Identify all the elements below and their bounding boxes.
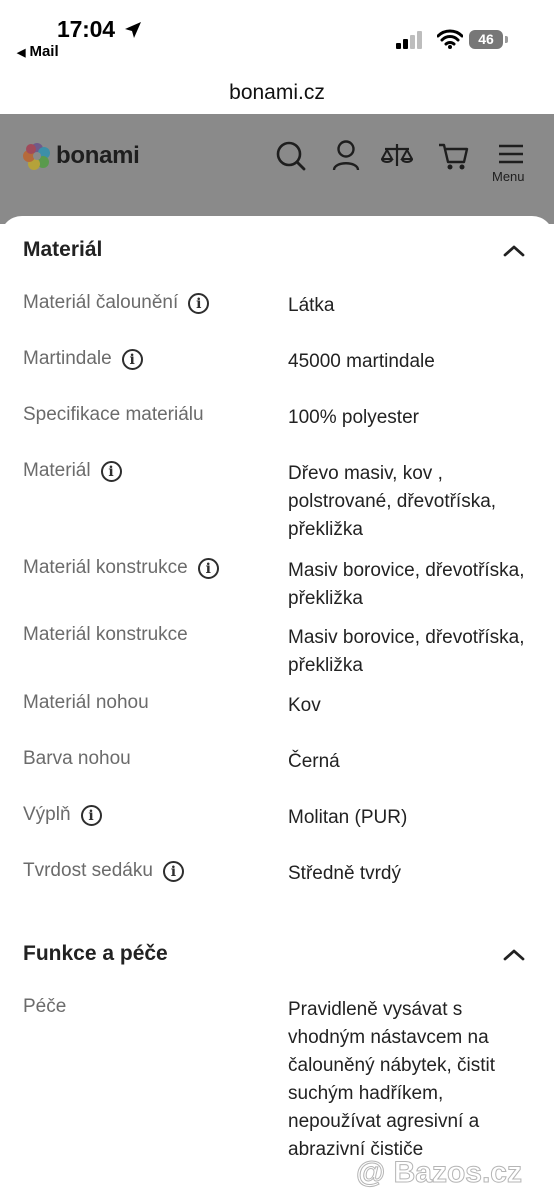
spec-label: Materiál i [23, 460, 122, 482]
info-icon[interactable]: i [163, 861, 184, 882]
wifi-icon [437, 29, 463, 49]
product-details-sheet [0, 216, 554, 1200]
logo-text: bonami [56, 142, 140, 169]
spec-value: Masiv borovice, dřevotříska, překližka [288, 627, 525, 676]
info-icon[interactable]: i [101, 461, 122, 482]
spec-label: Tvrdost sedáku i [23, 860, 184, 882]
bonami-logo-icon [22, 141, 52, 171]
spec-label: Materiál konstrukce [23, 624, 188, 645]
spec-label: Péče [23, 996, 67, 1017]
hamburger-menu-icon[interactable] [498, 144, 524, 164]
menu-label[interactable]: Menu [492, 169, 525, 184]
spec-value: Středně tvrdý [288, 863, 401, 884]
section-title-material[interactable]: Materiál [23, 238, 103, 261]
watermark: @ Bazos.cz [356, 1156, 522, 1189]
spec-value: Molitan (PUR) [288, 807, 408, 828]
status-bar [0, 0, 554, 70]
spec-value: Masiv borovice, dřevotříska, překližka [288, 560, 525, 609]
compare-scale-icon[interactable] [381, 140, 413, 172]
battery-indicator: 46 [469, 30, 503, 49]
spec-label: Materiál čalounění i [23, 292, 209, 314]
info-icon[interactable]: i [188, 293, 209, 314]
browser-address-bar[interactable] [0, 70, 554, 114]
spec-label: Výplň i [23, 804, 102, 826]
section-title-care[interactable]: Funkce a péče [23, 942, 168, 965]
site-header [0, 114, 554, 224]
spec-value: Kov [288, 695, 321, 716]
user-icon[interactable] [332, 140, 360, 172]
cellular-signal-icon [396, 31, 424, 49]
spec-label: Materiál konstrukce i [23, 557, 219, 579]
status-time: 17:04 [57, 16, 115, 42]
battery-cap [505, 36, 508, 43]
spec-label: Specifikace materiálu [23, 404, 204, 425]
chevron-up-icon[interactable] [503, 948, 525, 962]
spec-label: Martindale i [23, 348, 143, 370]
spec-value: Černá [288, 751, 340, 772]
spec-label: Barva nohou [23, 748, 131, 769]
back-to-app-link[interactable] [17, 43, 59, 60]
spec-label: Materiál nohou [23, 692, 149, 713]
info-icon[interactable]: i [122, 349, 143, 370]
spec-value: Dřevo masiv, kov , polstrované, dřevotříska, překližka [288, 463, 497, 540]
back-app-label: Mail [29, 43, 59, 60]
search-icon[interactable] [276, 140, 306, 172]
url-text: bonami.cz [229, 81, 325, 104]
info-icon[interactable]: i [198, 558, 219, 579]
spec-value: Pravidleně vysávat s vhodným nástavcem na čalouněný nábytek, čistit suchým hadříkem, nepoužívat agresivní a abrazivní čističe [288, 999, 496, 1160]
spec-value: 100% polyester [288, 407, 419, 428]
spec-value: Látka [288, 295, 335, 316]
cart-icon[interactable] [438, 140, 470, 172]
back-triangle-icon: ◀ [17, 47, 26, 59]
chevron-up-icon[interactable] [503, 244, 525, 258]
location-arrow-icon [124, 21, 142, 39]
info-icon[interactable]: i [81, 805, 102, 826]
spec-value: 45000 martindale [288, 351, 435, 372]
